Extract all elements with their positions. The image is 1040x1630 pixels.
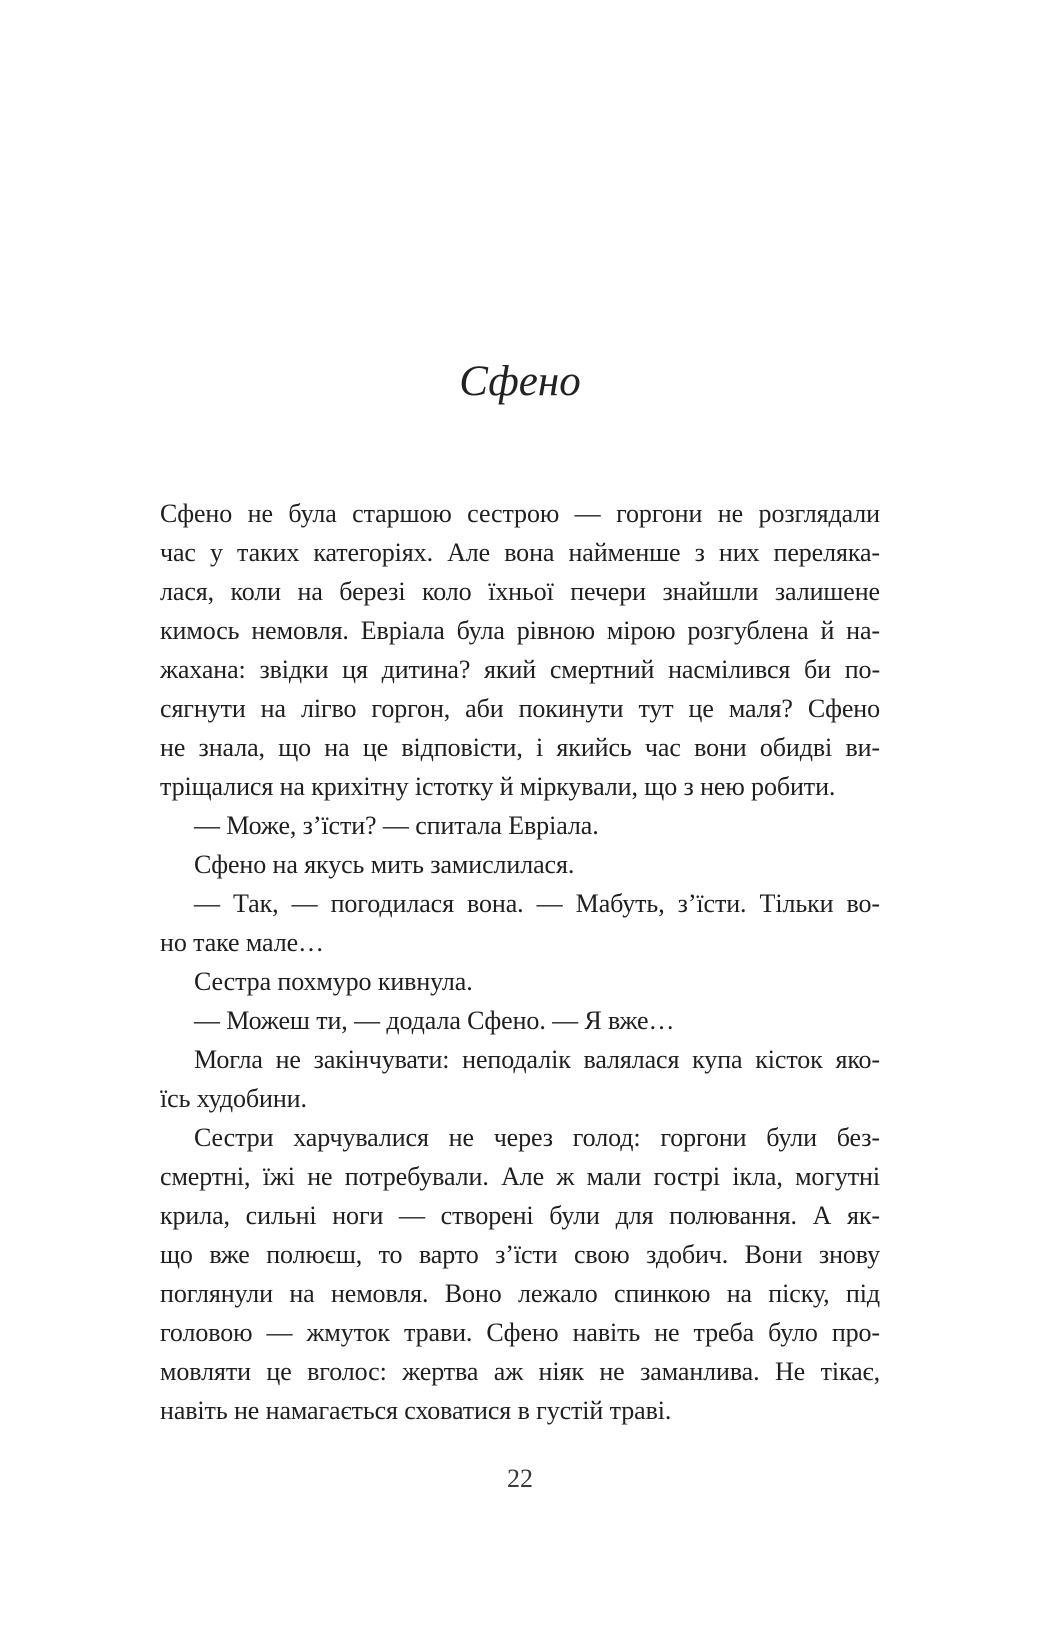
text-line: — Можеш ти, — додала Сфено. — Я вже… [194, 1006, 675, 1035]
text-line: їсь худобини. [160, 1084, 307, 1113]
text-line: Сфено на якусь мить замислилася. [194, 850, 575, 879]
text-line: смертні, їжі не потребували. Але ж мали гострі ікла, могутні [160, 1162, 880, 1191]
text-line: час у таких категоріях. Але вона найменше з них переляка- [160, 538, 880, 567]
text-line: мовляти це вголос: жертва аж ніяк не заманлива. Не тікає, [160, 1357, 880, 1386]
text-line: Сфено не була старшою сестрою — горгони не розглядали [160, 499, 880, 528]
text-line: Сестри харчувалися не через голод: горгони були без- [194, 1123, 880, 1152]
text-line: жахана: звідки ця дитина? який смертний насмілився би по- [160, 655, 880, 684]
text-line: головою — жмуток трави. Сфено навіть не треба було про- [160, 1318, 880, 1347]
body-text [160, 494, 880, 1430]
text-line: кимось немовля. Евріала була рівною мірою розгублена й на- [160, 616, 880, 645]
page-number: 22 [507, 1464, 533, 1493]
text-line: лася, коли на березі коло їхньої печери знайшли залишене [160, 577, 880, 606]
text-line: що вже полюєш, то варто з’їсти свою здобич. Вони знову [160, 1240, 880, 1269]
text-line: не знала, що на це відповісти, і якийсь час вони обидві ви- [160, 733, 880, 762]
chapter-title: Сфено [459, 358, 581, 405]
text-line: Сестра похмуро кивнула. [194, 967, 473, 996]
text-line: поглянули на немовля. Воно лежало спинкою на піску, під [160, 1279, 880, 1308]
text-line: но таке мале… [160, 928, 324, 957]
text-line: крила, сильні ноги — створені були для полювання. А як- [160, 1201, 880, 1230]
text-line: тріщалися на крихітну істотку й міркували, що з нею робити. [160, 772, 836, 801]
text-line: Могла не закінчувати: неподалік валялася купа кісток яко- [194, 1045, 880, 1074]
text-line: — Так, — погодилася вона. — Мабуть, з’їсти. Тільки во- [194, 889, 880, 918]
text-line: сягнути на лігво горгон, аби покинути тут це маля? Сфено [160, 694, 880, 723]
text-line: навіть не намагається сховатися в густій траві. [160, 1396, 672, 1425]
text-line: — Може, з’їсти? — спитала Евріала. [194, 811, 599, 840]
